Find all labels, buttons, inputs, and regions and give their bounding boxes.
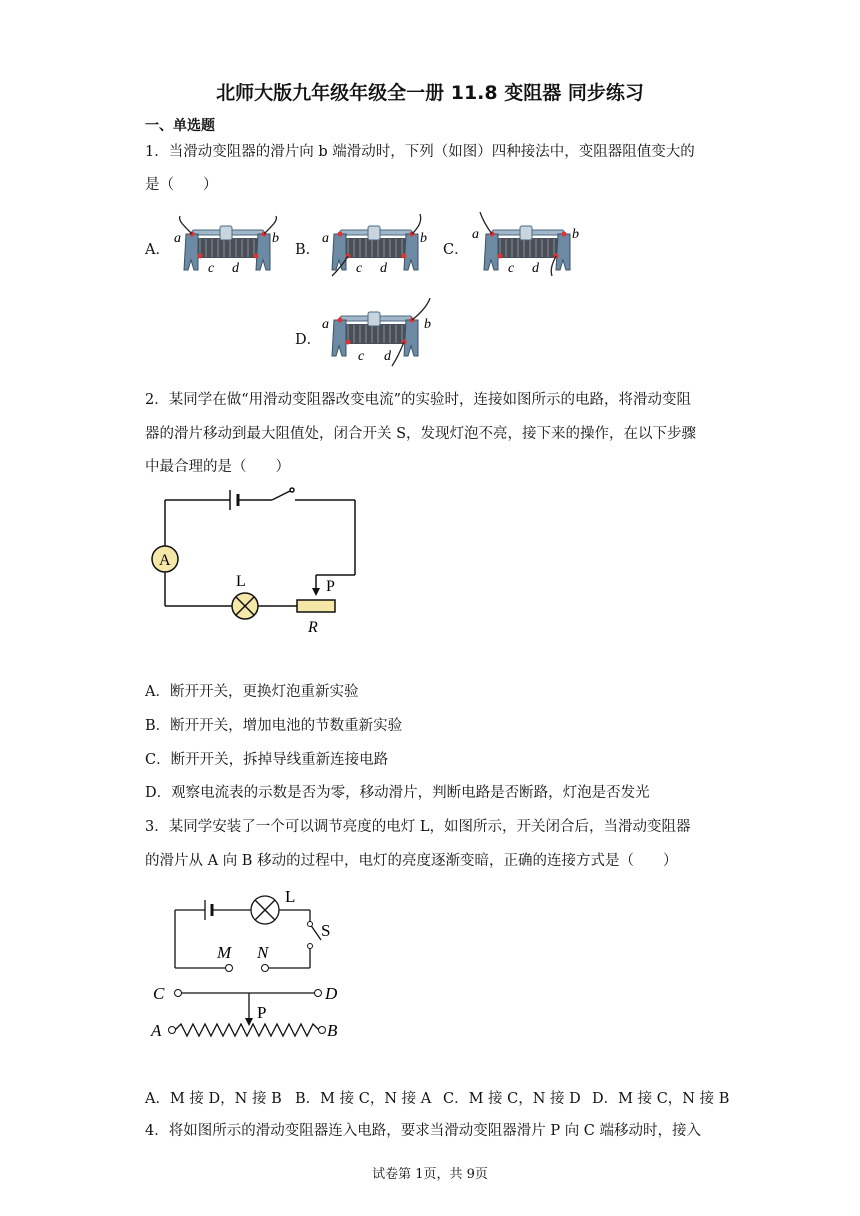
terminal-b-label: b <box>424 317 431 332</box>
terminal-c-label: c <box>358 349 365 364</box>
q1-option-b-label: B． <box>295 242 321 258</box>
terminal-d-label: d <box>384 349 391 364</box>
q1-figure-b <box>316 212 436 278</box>
terminal-m-icon <box>226 965 233 972</box>
q3-option-c: C．M 接 C，N 接 D <box>443 1091 581 1107</box>
terminal-n-label: N <box>257 943 269 962</box>
rheostat-icon <box>332 226 418 270</box>
lamp-icon <box>232 593 258 619</box>
rheostat-icon <box>332 312 418 356</box>
terminal-c-label: c <box>508 261 515 276</box>
q3-option-d: D．M 接 C，N 接 B <box>592 1091 730 1107</box>
lamp-label: L <box>236 573 246 590</box>
terminal-b-label: b <box>572 227 579 242</box>
page-footer: 试卷第 1页，共 9页 <box>372 1167 488 1182</box>
q2-option-c: C．断开开关，拆掉导线重新连接电路 <box>145 752 389 768</box>
switch-icon <box>308 922 313 927</box>
q2-stem-line2: 器的滑片移动到最大阻值处，闭合开关 S，发现灯泡不亮，接下来的操作，在以下步骤 <box>145 426 697 442</box>
q1-option-a-label: A． <box>145 242 170 258</box>
q1-option-c-label: C． <box>443 242 469 258</box>
q2-option-d: D．观察电流表的示数是否为零，移动滑片，判断电路是否断路，灯泡是否发光 <box>145 785 650 801</box>
q2-stem-line3: 中最合理的是（ ） <box>145 459 290 475</box>
slider-label: P <box>257 1003 267 1022</box>
q3-stem-line1: 3．某同学安装了一个可以调节亮度的电灯 L，如图所示，开关闭合后，当滑动变阻器 <box>145 819 691 835</box>
q3-stem-line2: 的滑片从 A 向 B 移动的过程中，电灯的亮度逐渐变暗，正确的连接方式是（ ） <box>145 853 678 869</box>
rheostat-icon <box>184 226 270 270</box>
q1-figure-d <box>316 298 446 368</box>
resistor-icon <box>297 600 335 612</box>
terminal-b-label: B <box>327 1021 338 1040</box>
resistor-label: R <box>308 619 318 636</box>
terminal-c-label: c <box>208 261 215 276</box>
q4-stem-line1: 4．将如图所示的滑动变阻器连入电路，要求当滑动变阻器滑片 P 向 C 端移动时，接入 <box>145 1123 702 1139</box>
terminal-d-label: d <box>380 261 387 276</box>
q1-stem-line1: 1．当滑动变阻器的滑片向 b 端滑动时，下列（如图）四种接法中，变阻器阻值变大的 <box>145 144 695 160</box>
section-heading: 一、单选题 <box>145 118 215 134</box>
terminal-n-icon <box>262 965 269 972</box>
rheostat-icon <box>484 226 570 270</box>
terminal-a-label: a <box>322 231 329 246</box>
terminal-a-label: a <box>322 317 329 332</box>
q2-option-a: A．断开开关，更换灯泡重新实验 <box>145 684 359 700</box>
slider-label: P <box>326 578 335 595</box>
terminal-d-label: D <box>325 984 338 1003</box>
terminal-d-label: d <box>232 261 239 276</box>
terminal-d-label: d <box>532 261 539 276</box>
terminal-m-label: M <box>217 943 232 962</box>
terminal-c-label: c <box>356 261 363 276</box>
q3-option-a: A．M 接 D，N 接 B <box>145 1091 282 1107</box>
q2-stem-line1: 2．某同学在做“用滑动变阻器改变电流”的实验时，连接如图所示的电路，将滑动变阻 <box>145 392 692 408</box>
q1-figure-c <box>468 212 588 278</box>
page-title: 北师大版九年级年级全一册 11.8 变阻器 同步练习 <box>216 82 644 104</box>
terminal-a-label: A <box>151 1021 162 1040</box>
q1-figure-a <box>168 212 288 278</box>
q1-option-d-label: D． <box>295 332 322 348</box>
terminal-c-label: C <box>153 984 165 1003</box>
q3-option-b: B．M 接 C，N 接 A <box>295 1091 432 1107</box>
terminal-b-label: b <box>420 231 427 246</box>
q2-option-b: B．断开开关，增加电池的节数重新实验 <box>145 718 403 734</box>
switch-label: S <box>321 921 331 940</box>
lamp-icon <box>251 896 279 924</box>
q3-circuit-diagram <box>145 880 365 1050</box>
terminal-a-label: a <box>174 231 181 246</box>
terminal-a-label: a <box>472 227 479 242</box>
lamp-label: L <box>285 887 296 906</box>
terminal-b-label: b <box>272 231 279 246</box>
ammeter-label: A <box>159 552 171 569</box>
q1-stem-line2: 是（ ） <box>145 177 218 193</box>
q2-circuit-diagram <box>140 480 380 640</box>
